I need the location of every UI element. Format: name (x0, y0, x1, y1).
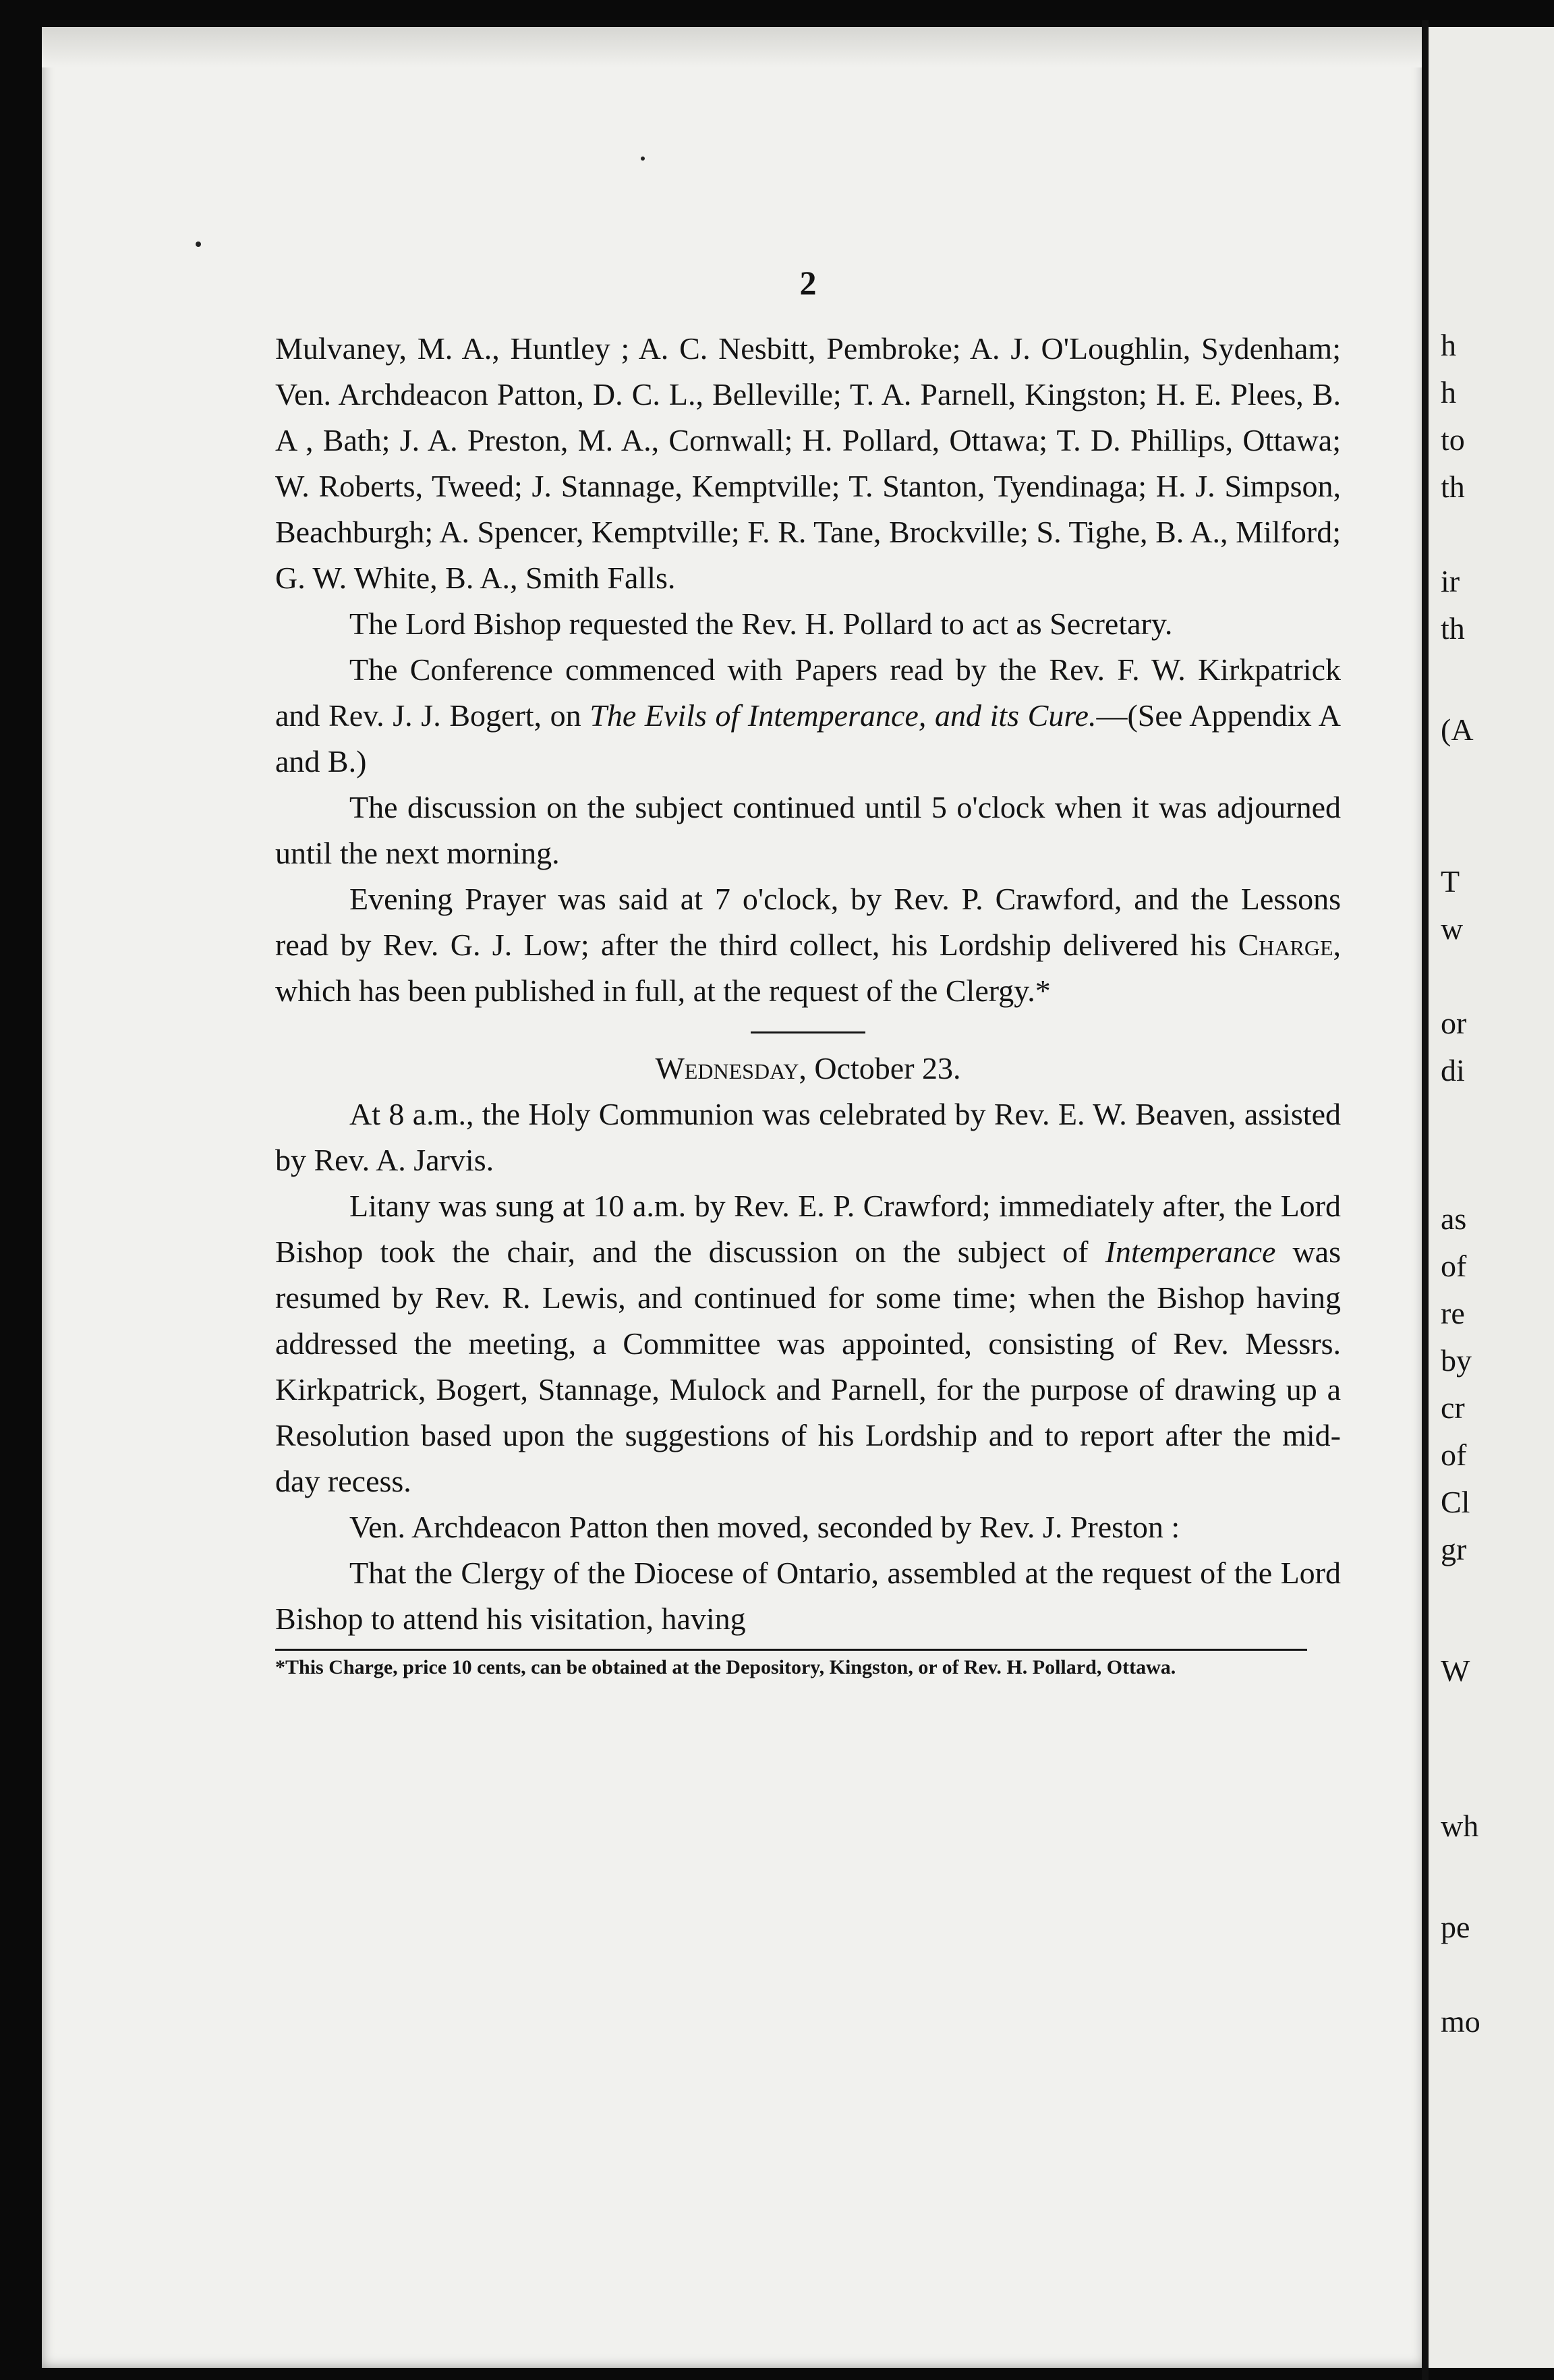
evening-text: Evening Prayer was said at 7 o'clock, by Rev. P. Crawford, and the Lessons read by Rev. G. J. Low; after the third collect, his Lordship delivered his (275, 882, 1341, 962)
footnote-rule (275, 1649, 1307, 1651)
appendix-reference: —(See Appendix A and B.) (275, 698, 1342, 778)
page-top-shadow (42, 27, 1424, 67)
speck (196, 242, 201, 247)
footnote: *This Charge, price 10 cents, can be obtained at the Depository, Kingston, or of Rev. H. Pollard, Ottawa. (275, 1656, 1176, 1678)
facing-page-fragment: wh (1441, 1809, 1479, 1843)
litany-text: Litany was sung at 10 a.m. by Rev. E. P. Crawford; immediately after, the Lord Bishop took the chair, and the discussion on the subject of (275, 1189, 1341, 1269)
conference-paragraph (275, 647, 1341, 785)
litany-paragraph (275, 1183, 1341, 1504)
page-gutter (1422, 20, 1429, 2380)
speck (641, 157, 645, 161)
motion-paragraph: Ven. Archdeacon Patton then moved, seconded by Rev. J. Preston : (349, 1510, 1180, 1544)
evening-text-end: , which has been published in full, at the request of the Clergy.* (275, 928, 1341, 1008)
facing-page-fragment: h (1441, 328, 1456, 362)
facing-page-fragment: cr (1441, 1390, 1465, 1425)
evening-prayer-paragraph (275, 876, 1341, 1014)
litany-text-end: was resumed by Rev. R. Lewis, and continued for some time; when the Bishop having addressed the meeting, a Committee was appointed, consisting of Rev. Messrs. Kirkpatrick, Bogert, Stannage, Mulock and Parnell, for the purpose of drawing up a Resolution based upon the suggestions of his Lordship and to report after the mid-day recess. (275, 1235, 1341, 1498)
facing-page-fragment: th (1441, 611, 1465, 646)
facing-page (1429, 27, 1554, 2368)
facing-page-fragment: th (1441, 470, 1465, 504)
day-heading (275, 1046, 1341, 1092)
facing-page-fragment: mo (1441, 2004, 1480, 2039)
paper-title: The Evils of Intemperance, and its Cure. (589, 698, 1097, 733)
communion-paragraph: At 8 a.m., the Holy Communion was celebrated by Rev. E. W. Beaven, assisted by Rev. A. Jarvis. (275, 1097, 1341, 1177)
conference-text: The Conference commenced with Papers read by the Rev. F. W. Kirkpatrick and Rev. J. J. Bogert, on (275, 652, 1341, 733)
facing-page-fragment: re (1441, 1296, 1465, 1330)
facing-page-fragment: di (1441, 1053, 1465, 1087)
facing-page-fragment: pe (1441, 1910, 1470, 1944)
facing-page-fragment: gr (1441, 1532, 1467, 1566)
discussion-paragraph: The discussion on the subject continued until 5 o'clock when it was adjourned until the next morning. (275, 790, 1341, 870)
facing-page-fragment: (A (1441, 712, 1474, 747)
charge-word: Charge (1238, 928, 1333, 962)
subject-word: Intemperance (1105, 1235, 1276, 1269)
facing-page-fragment: by (1441, 1343, 1472, 1378)
facing-page-fragment: Cl (1441, 1485, 1470, 1519)
attendee-list: Mulvaney, M. A., Huntley ; A. C. Nesbitt, Pembroke; A. J. O'Loughlin, Sydenham; Ven. Archdeacon Patton, D. C. L., Belleville; T. A. Parnell, Kingston; H. E. Plees, B. A , Bath; J. A. Preston, M. A., Cornwall; H. Pollard, Ottawa; T. D. Phillips, Ottawa; W. Roberts, Tweed; J. Stannage, Kemptville; T. Stanton, Tyendinaga; H. J. Simpson, Beachburgh; A. Spencer, Kemptville; F. R. Tane, Brockville; S. Tighe, B. A., Milford; G. W. White, B. A., Smith Falls. (275, 331, 1341, 595)
page-number: 2 (799, 264, 817, 302)
day-name: Wednesday (655, 1051, 799, 1085)
facing-page-fragment: T (1441, 864, 1460, 899)
facing-page-fragment: w (1441, 911, 1464, 946)
facing-page-fragment: h (1441, 375, 1456, 409)
section-divider (751, 1031, 865, 1033)
facing-page-fragment: to (1441, 422, 1465, 457)
facing-page-fragment: W (1441, 1653, 1470, 1688)
facing-page-fragment: or (1441, 1006, 1467, 1040)
facing-page-fragment: of (1441, 1438, 1467, 1472)
page-text (275, 260, 1341, 1682)
resolution-paragraph: That the Clergy of the Diocese of Ontario, assembled at the request of the Lord Bishop to attend his visitation, having (275, 1556, 1341, 1636)
facing-page-fragment: as (1441, 1201, 1467, 1236)
facing-page-fragment: ir (1441, 564, 1460, 598)
facing-page-fragment: of (1441, 1249, 1467, 1283)
day-date: , October 23. (799, 1051, 961, 1085)
secretary-paragraph: The Lord Bishop requested the Rev. H. Pollard to act as Secretary. (349, 606, 1173, 641)
